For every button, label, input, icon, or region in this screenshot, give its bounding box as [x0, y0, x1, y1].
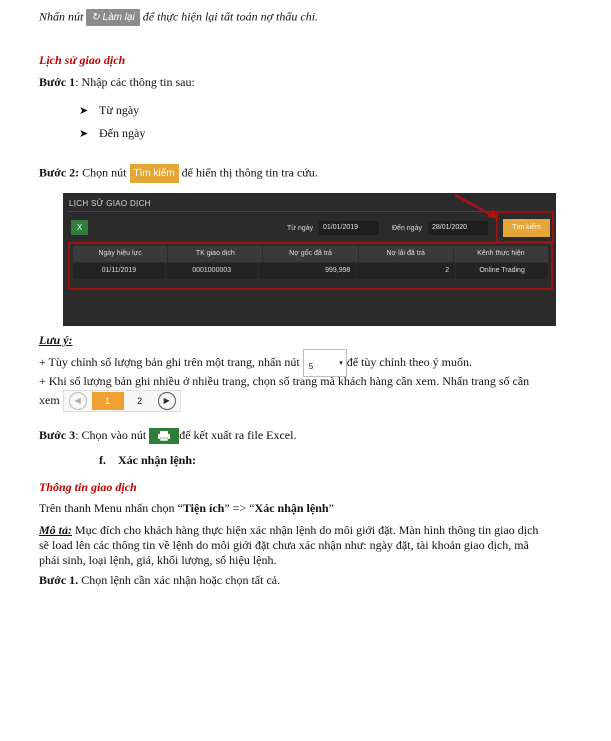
table-row[interactable] — [73, 263, 549, 279]
step-label: Bước 3 — [39, 428, 76, 442]
menu-line — [39, 501, 334, 516]
pagination — [63, 390, 181, 412]
text: Từ ngày — [99, 103, 140, 117]
section-number: f. — [99, 453, 106, 467]
text: ” — [328, 501, 334, 515]
menu-item: Xác nhận lệnh — [254, 501, 329, 515]
table-header — [73, 246, 549, 262]
column-header: Ngày hiệu lực — [73, 246, 168, 262]
page-button[interactable]: 2 — [137, 396, 143, 407]
table-cell: 2 — [357, 263, 456, 279]
text: Chọn nút — [79, 165, 127, 180]
history-screenshot — [63, 193, 556, 326]
panel-title: LỊCH SỬ GIAO DỊCH — [69, 199, 151, 208]
select-value: 5 — [308, 362, 314, 372]
next-page-icon[interactable]: ▶ — [158, 392, 176, 410]
text: để thực hiện lại tất toán nợ thấu chi. — [142, 9, 319, 24]
text: để kết xuất ra file Excel. — [179, 428, 297, 442]
description-label: Mô tả: — [39, 523, 72, 537]
from-date-input[interactable]: 01/01/2019 — [319, 221, 379, 235]
text: để tùy chỉnh theo ý muốn. — [346, 355, 473, 369]
note-line-2: + Khi số lượng bản ghi nhiều ở nhiều trang, chọn số trang mà khách hàng cần xem. Nhấn trang số cần — [39, 374, 530, 388]
confirm-step1-line — [39, 573, 280, 588]
print-export-button[interactable] — [149, 428, 179, 444]
section-f-heading — [99, 453, 196, 468]
table-cell: 01/11/2019 — [73, 263, 166, 279]
bullet-item — [79, 103, 139, 119]
step2-line — [39, 164, 318, 183]
arrow-bullet-icon: ➤ — [79, 128, 89, 140]
bullet-item — [79, 126, 145, 142]
column-header: Kênh thực hiện — [454, 246, 549, 262]
chevron-down-icon: ▾ — [339, 360, 343, 368]
reset-button[interactable]: ↻ Làm lại — [86, 9, 139, 26]
from-label: Từ ngày — [287, 225, 314, 232]
table-cell: 0001000003 — [166, 263, 259, 279]
prev-page-icon[interactable]: ◀ — [69, 392, 87, 410]
section-title: Xác nhận lệnh: — [118, 453, 197, 467]
text: để hiển thị thông tin tra cứu. — [181, 165, 318, 180]
search-button[interactable]: Tìm kiếm — [503, 219, 550, 237]
text: Trên thanh Menu nhấn chọn “ — [39, 501, 183, 515]
note-line-3 — [39, 390, 181, 412]
to-label: Đến ngày — [392, 225, 422, 232]
text: : Chọn vào nút — [75, 428, 147, 442]
column-header: Nợ lãi đã trả — [359, 246, 454, 262]
excel-icon[interactable]: X — [71, 220, 88, 235]
red-arrow-icon — [451, 193, 503, 221]
section-title-confirm: Thông tin giao dịch — [39, 480, 137, 494]
note-heading: Lưu ý: — [39, 333, 73, 347]
highlight-box — [496, 211, 554, 243]
to-date-input[interactable]: 28/01/2020 — [428, 221, 488, 235]
reset-instruction — [39, 9, 318, 26]
step1-line — [39, 75, 195, 90]
text: Mục đích cho khách hàng thực hiện xác nhận lệnh do môi giới đặt. Màn hình thông tin giao dịch — [72, 523, 539, 537]
text: xem — [39, 393, 60, 407]
step-label: Bước 1 — [39, 75, 76, 89]
text: Chọn lệnh cần xác nhận hoặc chọn tất cả. — [78, 573, 281, 587]
step3-line — [39, 426, 296, 444]
description-line-3: phái sinh, loại lệnh, giá, khối lượng, số hiệu lệnh. — [39, 553, 277, 567]
printer-icon — [149, 428, 179, 444]
description-line-1 — [39, 523, 538, 538]
text: + Tùy chỉnh số lượng bản ghi trên một trang, nhấn nút — [39, 355, 300, 369]
text: Đến ngày — [99, 126, 146, 140]
section-title-history: Lịch sử giao dịch — [39, 53, 126, 67]
text: ” => “ — [224, 501, 255, 515]
reset-button-label: Làm lại — [102, 12, 135, 23]
step-label: Bước 2: — [39, 165, 80, 180]
step-label: Bước 1. — [39, 573, 79, 587]
table-cell: 999,998 — [259, 263, 358, 279]
description-line-2: sẽ load lên các thông tin về lệnh do môi giới đặt chưa xác nhận như: ngày đặt, tài khoản giao dịch, mã — [39, 538, 529, 552]
search-button[interactable]: Tìm kiếm — [130, 164, 179, 183]
column-header: TK giao dịch — [168, 246, 263, 262]
page-button-active[interactable]: 1 — [92, 392, 124, 410]
menu-item: Tiện ích — [182, 501, 225, 515]
text: Nhấn nút — [39, 9, 84, 24]
note-line-1 — [39, 349, 472, 377]
text: : Nhập các thông tin sau: — [75, 75, 195, 89]
column-header: Nợ gốc đã trả — [263, 246, 358, 262]
table-cell: Online Trading — [456, 263, 549, 279]
arrow-bullet-icon: ➤ — [79, 105, 89, 117]
